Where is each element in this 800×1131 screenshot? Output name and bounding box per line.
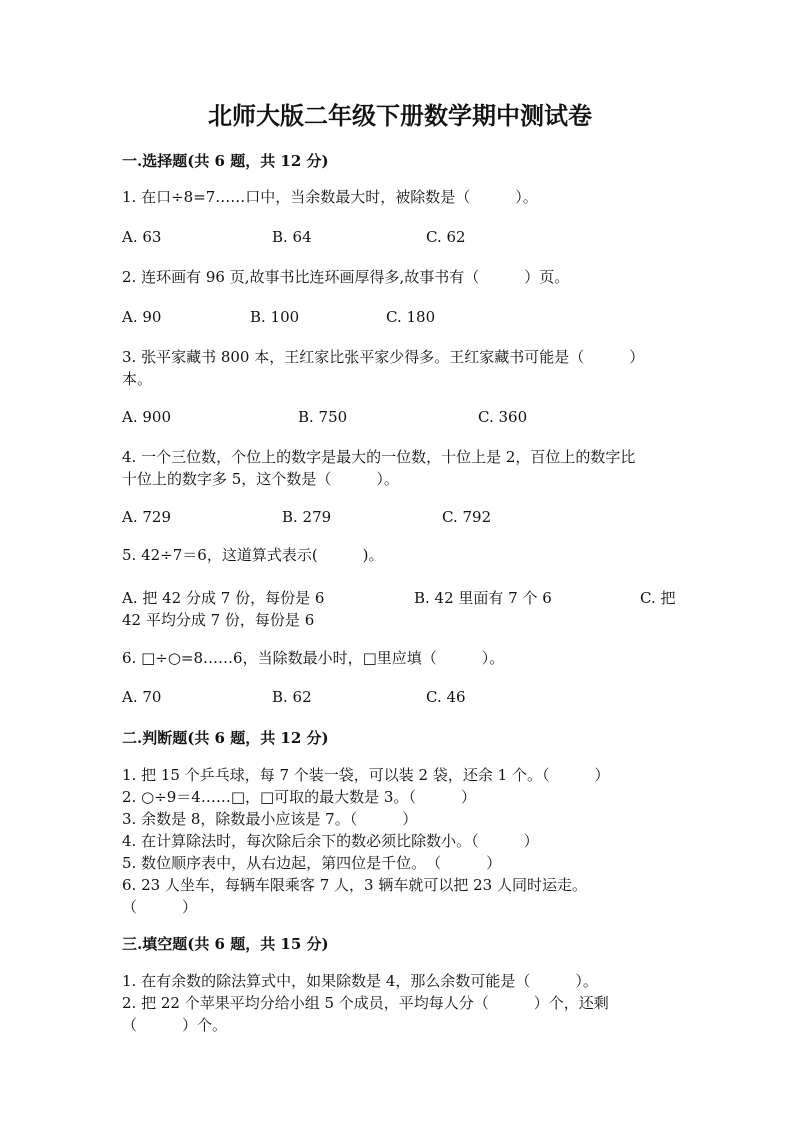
option-b: B. 279 xyxy=(282,508,332,526)
section-heading-fill: 三.填空题(共 6 题，共 15 分) xyxy=(122,935,329,953)
option-c: C. 把 xyxy=(640,589,676,607)
judge-item-2: 2. ○÷9＝4……□，□可取的最大数是 3。（ ） xyxy=(122,788,476,806)
option-a: A. 70 xyxy=(122,688,162,706)
judge-item-1: 1. 把 15 个乒乓球，每 7 个装一袋，可以装 2 袋，还余 1 个。（ ） xyxy=(122,766,610,784)
judge-item-4: 4. 在计算除法时，每次除后余下的数必须比除数小。（ ） xyxy=(122,832,539,850)
option-a: A. 729 xyxy=(122,508,171,526)
option-c: C. 360 xyxy=(478,408,528,426)
fill-item-2: 2. 把 22 个苹果平均分给小组 5 个成员，平均每人分（ ）个，还剩 xyxy=(122,994,609,1012)
section-heading-choice: 一.选择题(共 6 题，共 12 分) xyxy=(122,152,329,170)
page-title: 北师大版二年级下册数学期中测试卷 xyxy=(208,101,592,130)
question-text: 2. 连环画有 96 页,故事书比连环画厚得多,故事书有（ ）页。 xyxy=(122,268,570,286)
question-text-continued: 十位上的数字多 5，这个数是（ ）。 xyxy=(122,470,399,488)
option-b: B. 100 xyxy=(250,308,300,326)
judge-item-6-continued: （ ） xyxy=(122,898,198,916)
option-a: A. 63 xyxy=(122,228,162,246)
question-text: 1. 在口÷8=7……口中，当余数最大时，被除数是（ ）。 xyxy=(122,188,538,206)
judge-item-3: 3. 余数是 8，除数最小应该是 7。（ ） xyxy=(122,810,418,828)
option-a: A. 90 xyxy=(122,308,162,326)
question-text: 3. 张平家藏书 800 本，王红家比张平家少得多。王红家藏书可能是（ ） xyxy=(122,348,645,366)
option-b: B. 42 里面有 7 个 6 xyxy=(414,589,552,607)
judge-item-6: 6. 23 人坐车，每辆车限乘客 7 人，3 辆车就可以把 23 人同时运走。 xyxy=(122,876,587,894)
option-b: B. 62 xyxy=(272,688,312,706)
fill-item-2-continued: （ ）个。 xyxy=(122,1016,228,1034)
question-text: 4. 一个三位数，个位上的数字是最大的一位数，十位上是 2，百位上的数字比 xyxy=(122,448,636,466)
fill-item-1: 1. 在有余数的除法算式中，如果除数是 4，那么余数可能是（ ）。 xyxy=(122,972,598,990)
option-c-continued: 42 平均分成 7 份，每份是 6 xyxy=(122,611,315,629)
option-a: A. 900 xyxy=(122,408,171,426)
option-c: C. 792 xyxy=(442,508,492,526)
option-c: C. 180 xyxy=(386,308,436,326)
question-text-continued: 本。 xyxy=(122,370,153,388)
judge-item-5: 5. 数位顺序表中，从右边起，第四位是千位。 （ ） xyxy=(122,854,502,872)
question-text: 5. 42÷7＝6，这道算式表示( )。 xyxy=(122,546,384,564)
option-c: C. 62 xyxy=(426,228,466,246)
section-heading-judge: 二.判断题(共 6 题，共 12 分) xyxy=(122,729,329,747)
question-text: 6. □÷○=8……6，当除数最小时，□里应填（ ）。 xyxy=(122,649,505,667)
option-a: A. 把 42 分成 7 份，每份是 6 xyxy=(122,589,325,607)
option-c: C. 46 xyxy=(426,688,466,706)
option-b: B. 750 xyxy=(298,408,348,426)
option-b: B. 64 xyxy=(272,228,312,246)
